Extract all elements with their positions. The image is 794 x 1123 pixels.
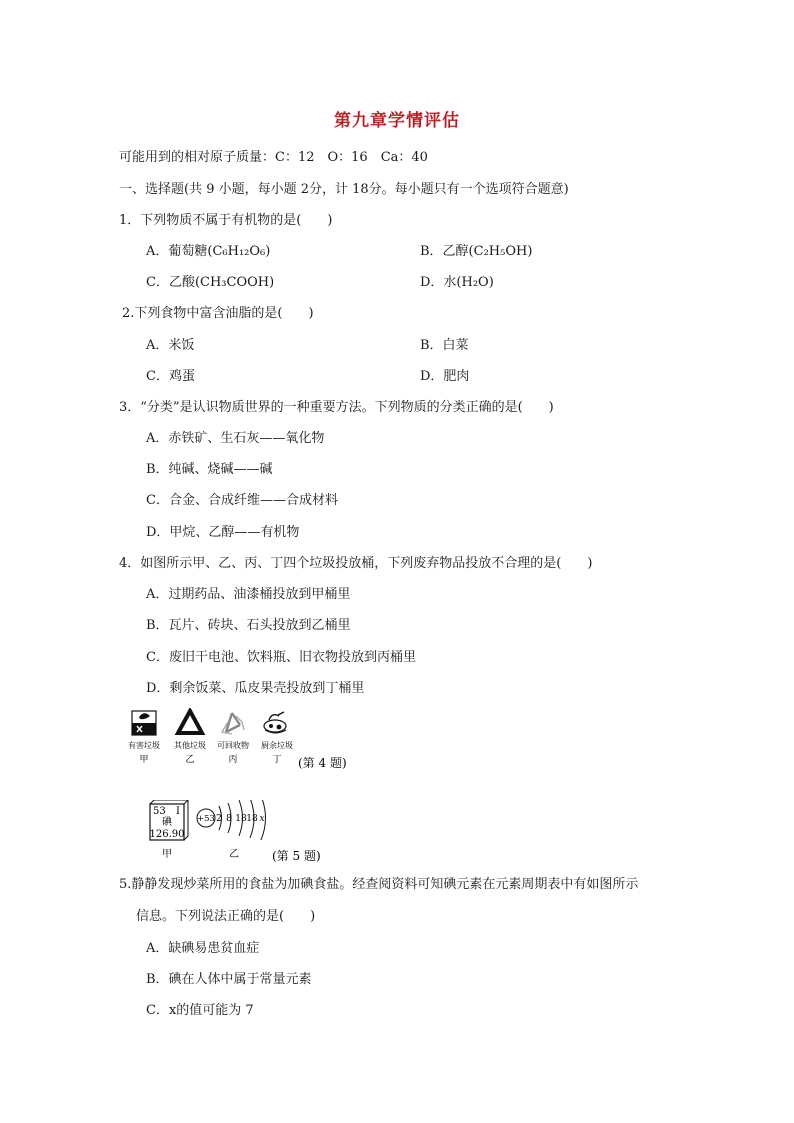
question-1-option-c: C．乙酸(CH₃COOH): [146, 275, 275, 290]
question-3-option-c: C．合金、合成纤维——合成材料: [146, 493, 338, 508]
question-3-option-d: D．甲烷、乙醇——有机物: [146, 525, 300, 540]
question-2-option-d: D．肥肉: [420, 369, 470, 384]
atomic-structure: [197, 800, 266, 840]
shell-electrons: 18: [246, 814, 258, 824]
element-name: 碘: [162, 817, 172, 828]
periodic-table-cell: [150, 800, 189, 840]
figure-caption: (第 4 题): [298, 756, 347, 770]
figure-caption: (第 5 题): [272, 849, 321, 862]
bin-label: 厨余垃圾: [261, 741, 293, 750]
bin-name: 甲: [139, 755, 149, 765]
question-3-option-a: A．赤铁矿、生石灰——氧化物: [146, 431, 325, 446]
shell-electrons: 18: [235, 814, 247, 824]
question-2-stem: 2.下列食物中富含油脂的是( ): [122, 306, 314, 321]
shell-electrons: x: [259, 814, 265, 824]
question-1-option-b: B．乙醇(C₂H₅OH): [420, 244, 533, 259]
bin-name: 丙: [228, 755, 238, 765]
figure-label: 甲: [162, 849, 172, 860]
question-4-option-d: D．剩余饭菜、瓜皮果壳投放到丁桶里: [146, 681, 365, 696]
question-1-option-d: D．水(H₂O): [420, 275, 494, 290]
atomic-mass: 126.90: [149, 829, 185, 840]
question-2-option-c: C．鸡蛋: [146, 369, 195, 384]
page-title: 第九章学情评估: [334, 111, 460, 131]
question-1-stem: 1．下列物质不属于有机物的是( ): [119, 213, 333, 228]
figure-label: 乙: [229, 849, 239, 860]
element-symbol: I: [176, 806, 180, 817]
question-4-option-c: C．废旧干电池、饮料瓶、旧衣物投放到丙桶里: [146, 650, 416, 665]
recycle-icon: [222, 713, 244, 734]
atomic-masses-note: 可能用到的相对原子质量：C：12 O：16 Ca：40: [119, 150, 428, 165]
question-2-option-a: A．米饭: [146, 338, 195, 353]
section-heading: 一、选择题(共 9 小题，每小题 2分，计 18分。每小题只有一个选项符合题意): [119, 182, 569, 197]
question-1-option-a: A．葡萄糖(C₆H₁₂O₆): [146, 244, 271, 259]
shell-electrons: 8: [226, 814, 232, 824]
question-3-stem: 3．“分类”是认识物质世界的一种重要方法。下列物质的分类正确的是( ): [119, 400, 554, 415]
bin-label: 可回收物: [217, 741, 249, 750]
question-4-stem: 4．如图所示甲、乙、丙、丁四个垃圾投放桶，下列废弃物品投放不合理的是( ): [119, 556, 593, 571]
bin-name: 乙: [185, 755, 195, 765]
shell-electrons: 2: [216, 814, 222, 824]
question-5-option-a: A．缺碘易患贫血症: [146, 941, 260, 956]
other-waste-icon: [178, 711, 202, 733]
waste-bins-figure: [128, 708, 358, 772]
question-5-stem-line2: 信息。下列说法正确的是( ): [136, 909, 316, 924]
question-4-option-a: A．过期药品、油漆桶投放到甲桶里: [146, 587, 351, 602]
question-2-option-b: B．白菜: [420, 338, 469, 353]
bin-name: 丁: [272, 755, 282, 765]
question-3-option-b: B．纯碱、烧碱——碱: [146, 462, 273, 477]
kitchen-waste-icon: [264, 712, 286, 733]
iodine-figure: [146, 800, 336, 862]
question-5-option-b: B．碘在人体中属于常量元素: [146, 972, 312, 987]
bin-label: 有害垃圾: [128, 741, 160, 750]
hazardous-waste-icon: [132, 711, 156, 735]
bin-label: 其他垃圾: [174, 741, 206, 750]
question-4-option-b: B．瓦片、砖块、石头投放到乙桶里: [146, 618, 351, 633]
atomic-number: 53: [153, 806, 166, 817]
question-5-stem-line1: 5.静静发现炒菜所用的食盐为加碘食盐。经查阅资料可知碘元素在元素周期表中有如图所示: [119, 877, 639, 892]
nucleus-charge: +53: [197, 814, 215, 824]
question-5-option-c: C．x的值可能为 7: [146, 1003, 254, 1018]
